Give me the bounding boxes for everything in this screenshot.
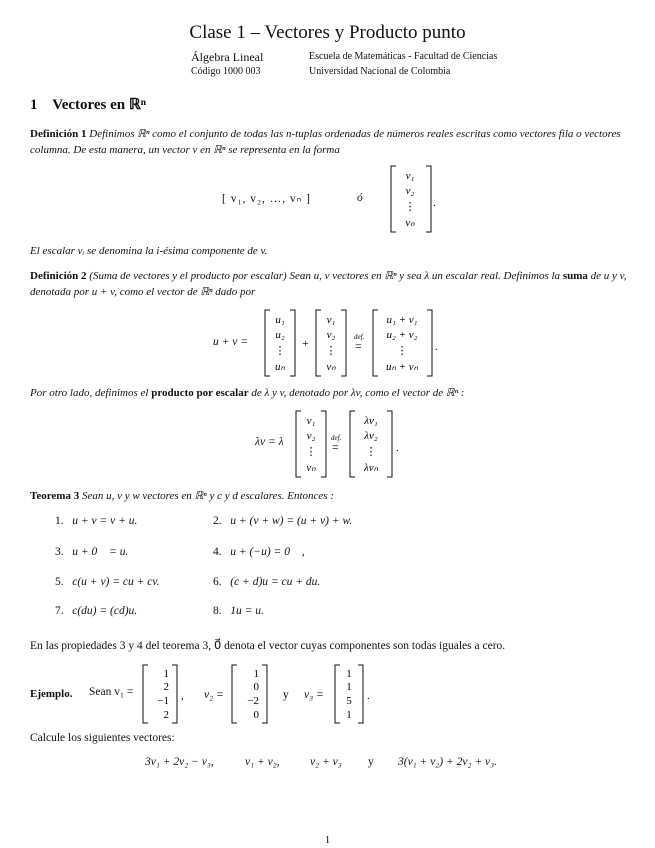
v2-entry: −2: [247, 695, 259, 707]
col-entry: ⋮: [404, 201, 416, 213]
sum-entry: uₙ + vₙ: [385, 361, 419, 373]
course-name: Álgebra Lineal: [191, 50, 264, 64]
sum-equation: [264, 308, 444, 378]
page-number: 1: [324, 834, 331, 846]
u-entry: uₙ: [275, 361, 285, 373]
sum-entry: ⋮: [396, 345, 408, 357]
definition-1: [30, 126, 628, 158]
v1-entry: 1: [163, 668, 169, 680]
expression-3: v₂ + v₃: [310, 756, 342, 768]
property-number: 3.: [55, 546, 64, 558]
definition-2-label: Definición 2: [30, 270, 87, 282]
v2-entry: 1: [253, 668, 259, 680]
expression-and: y: [368, 756, 374, 768]
definition-1-after: El escalar vᵢ se denomina la i-ésima componente de v.: [30, 245, 268, 257]
expression-4: 3(v₁ + v₂) + 2v₂ + v₃.: [398, 756, 497, 768]
property-number: 1.: [55, 515, 64, 527]
section-heading: [30, 95, 146, 114]
property-text: u + (−u) = 0⃗ ,: [230, 546, 305, 558]
school-name: Escuela de Matemáticas - Facultad de Ciencias: [309, 51, 498, 62]
expression-1: 3v₁ + 2v₂ − v₃,: [145, 756, 214, 768]
property-text: c(u + v) = cu + cv.: [72, 576, 160, 588]
or-word: ó: [357, 192, 363, 204]
definition-2-bold-sum: suma: [562, 270, 588, 282]
definition-2-text-b: de u y v, denotada por u + v, como el vector de ℝⁿ dado por: [30, 270, 627, 298]
property-4: [213, 546, 305, 558]
lv-entry: v₁: [306, 415, 316, 427]
expression-2: v₁ + v₂,: [245, 756, 280, 768]
equals-sign: =: [355, 339, 362, 353]
definition-2: [30, 268, 630, 300]
university-name: Universidad Nacional de Colombia: [309, 66, 451, 77]
def-label: def.: [354, 333, 365, 341]
lv-entry: vₙ: [306, 462, 316, 474]
property-5: [55, 576, 159, 588]
scalar-entry: λv₂: [364, 430, 378, 442]
col-entry: v₁: [405, 170, 415, 182]
svg-text:.: .: [433, 197, 436, 209]
scalar-intro: [30, 385, 630, 401]
property-text: (c + d)u = cu + du.: [230, 576, 321, 588]
definition-2-lead: (Suma de vectores y el producto por escalar): [89, 270, 287, 282]
equals-sign: =: [332, 440, 339, 454]
scalar-entry: ⋮: [365, 446, 377, 458]
v3-entry: 1: [346, 681, 352, 693]
course-code: Código 1000 003: [191, 66, 261, 77]
v3-entry: 5: [346, 695, 352, 707]
section-number: 1: [30, 97, 38, 113]
zero-vector-note: En las propiedades 3 y 4 del teorema 3, 0⃗ denota el vector cuyas componentes son todas iguales a cero.: [30, 640, 506, 652]
svg-text:.: .: [396, 442, 399, 454]
v3-lhs: v₃ =: [304, 689, 324, 701]
v-entry: ⋮: [325, 345, 337, 357]
plus-sign: +: [302, 336, 309, 350]
v-entry: vₙ: [326, 361, 336, 373]
column-vector-v: [388, 164, 438, 234]
property-number: 5.: [55, 576, 64, 588]
property-text: c(du) = (cd)u.: [72, 605, 138, 617]
scalar-text-b: de λ y v, denotado por λv, como el vector de ℝⁿ :: [248, 387, 465, 399]
v1-entry: 2: [163, 681, 169, 693]
v2-entry: 0: [253, 681, 259, 693]
definition-1-label: Definición 1: [30, 128, 87, 140]
and-word: y: [283, 689, 289, 701]
v2-lhs: v₂ =: [204, 689, 224, 701]
svg-text:.: .: [435, 341, 438, 353]
property-6: [213, 576, 320, 588]
example-sean: Sean v₁ =: [89, 686, 134, 698]
theorem-3: [30, 488, 334, 504]
v1-entry: −1: [157, 695, 169, 707]
scalar-text-a: Por otro lado, definimos el: [30, 387, 152, 399]
scalar-entry: λvₙ: [363, 462, 379, 474]
col-entry: vₙ: [405, 217, 415, 229]
theorem-label: Teorema 3: [30, 490, 80, 502]
calc-instruction: Calcule los siguientes vectores:: [30, 732, 175, 744]
v3-entry: 1: [346, 668, 352, 680]
property-text: u + (v + w) = (u + v) + w.: [230, 515, 353, 527]
definition-2-text-a: Sean u, v vectores en ℝⁿ y sea λ un escalar real. Definimos la: [286, 270, 563, 282]
property-number: 6.: [213, 576, 222, 588]
scalar-equation: [295, 409, 410, 479]
u-entry: ⋮: [274, 345, 286, 357]
example-label: Ejemplo.: [30, 688, 73, 700]
u-entry: u₂: [275, 329, 285, 341]
lv-entry: ⋮: [305, 446, 317, 458]
scalar-bold: producto por escalar: [151, 387, 249, 399]
property-number: 7.: [55, 605, 64, 617]
def-label: def.: [331, 434, 342, 442]
property-8: [213, 605, 264, 617]
sum-lhs: u + v =: [213, 336, 248, 348]
property-3: [55, 546, 128, 558]
v3-entry: 1: [346, 709, 352, 721]
v-entry: v₂: [326, 329, 336, 341]
property-number: 4.: [213, 546, 222, 558]
period: .: [367, 690, 370, 702]
section-title: Vectores en ℝⁿ: [52, 97, 146, 113]
lv-entry: v₂: [306, 430, 316, 442]
definition-1-text: Definimos ℝⁿ como el conjunto de todas las n-tuplas ordenadas de números reales escritas como vectores fila o vectores columna. De esta manera, un vector v en ℝⁿ se representa en la forma: [30, 128, 621, 156]
sum-entry: u₂ + v₂: [386, 329, 418, 341]
page-title: Clase 1 – Vectores y Producto punto: [189, 22, 466, 43]
v2-entry: 0: [253, 709, 259, 721]
scalar-lhs: λv = λ: [255, 436, 284, 448]
comma: ,: [181, 690, 184, 702]
col-entry: v₂: [405, 185, 415, 197]
property-text: u + 0⃗ = u.: [72, 546, 129, 558]
property-text: 1u = u.: [230, 605, 264, 617]
example-vectors: [142, 663, 387, 725]
sum-entry: u₁ + v₁: [386, 314, 418, 326]
property-2: [213, 515, 352, 527]
v-entry: v₁: [326, 314, 336, 326]
property-text: u + v = v + u.: [72, 515, 138, 527]
u-entry: u₁: [275, 314, 285, 326]
v1-entry: 2: [163, 709, 169, 721]
property-number: 2.: [213, 515, 222, 527]
scalar-entry: λv₁: [364, 415, 378, 427]
row-vector: [ v₁, v₂, …, vₙ ]: [222, 193, 312, 205]
property-7: [55, 605, 137, 617]
theorem-text: Sean u, v y w vectores en ℝⁿ y c y d escalares. Entonces :: [81, 490, 335, 502]
property-1: [55, 515, 137, 527]
property-number: 8.: [213, 605, 222, 617]
